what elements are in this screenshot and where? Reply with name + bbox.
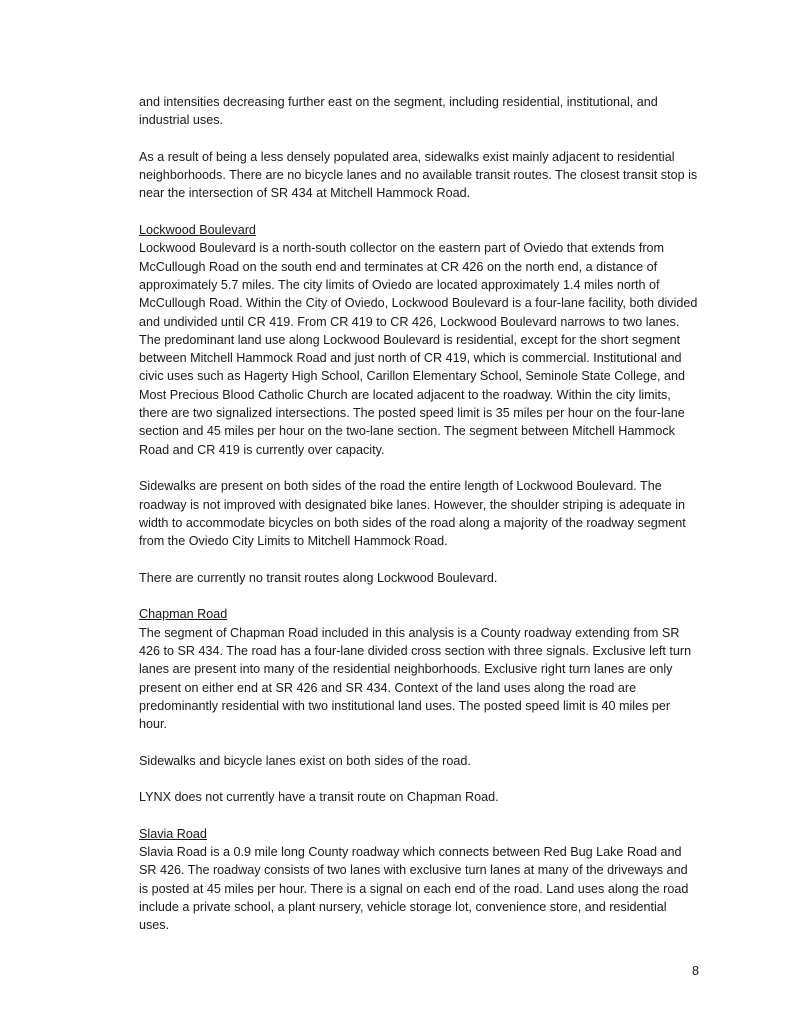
page-body (139, 93, 699, 953)
section-paragraph: Sidewalks and bicycle lanes exist on both sides of the road. (139, 753, 471, 768)
section-paragraph: LYNX does not currently have a transit route on Chapman Road. (139, 790, 499, 805)
section-paragraph: There are currently no transit routes along Lockwood Boulevard. (139, 570, 498, 585)
page-number: 8 (691, 964, 699, 978)
section-lockwood-boulevard (139, 221, 699, 459)
intro-paragraph: and intensities decreasing further east on the segment, including residential, institutional, and industrial uses. (139, 95, 658, 128)
section-paragraph: Lockwood Boulevard is a north-south collector on the eastern part of Oviedo that extends from McCullough Road on the south end and terminates at CR 426 on the north end, a distance of approximately 5.7 miles. The city limits of Oviedo are located approximately 1.4 miles north of McCullough Road. Within the City of Oviedo, Lockwood Boulevard is a four-lane facility, both divided and undivided until CR 419. From CR 419 to CR 426, Lockwood Boulevard narrows to two lanes. The predominant land use along Lockwood Boulevard is residential, except for the short segment between Mitchell Hammock Road and just north of CR 419, which is commercial. Institutional and civic uses such as Hagerty High School, Carillon Elementary School, Seminole State College, and Most Precious Blood Catholic Church are located adjacent to the roadway. Within the city limits, there are two signalized intersections. The posted speed limit is 35 miles per hour on the four-lane section and 45 miles per hour on the two-lane section. The segment between Mitchell Hammock Road and CR 419 is currently over capacity. (139, 241, 698, 457)
intro-paragraph: As a result of being a less densely populated area, sidewalks exist mainly adjacent to residential neighborhoods. There are no bicycle lanes and no available transit routes. The closest transit stop is near the intersection of SR 434 at Mitchell Hammock Road. (139, 149, 698, 201)
section-paragraph: The segment of Chapman Road included in this analysis is a County roadway extending from SR 426 to SR 434. The road has a four-lane divided cross section with three signals. Exclusive left turn lanes are present into many of the residential neighborhoods. Exclusive right turn lanes are only present on either end at SR 426 and SR 434. Context of the land uses along the road are predominantly residential with two institutional land uses. The posted speed limit is 40 miles per hour. (139, 625, 692, 732)
section-chapman-road (139, 605, 699, 733)
section-paragraph: Sidewalks are present on both sides of the road the entire length of Lockwood Boulevard. The roadway is not improved with designated bike lanes. However, the shoulder striping is adequate in width to accommodate bicycles on both sides of the road along a majority of the roadway segment from the Oviedo City Limits to Mitchell Hammock Road. (139, 479, 686, 549)
section-paragraph: Slavia Road is a 0.9 mile long County roadway which connects between Red Bug Lake Road and SR 426. The roadway consists of two lanes with exclusive turn lanes at many of the driveways and is posted at 45 miles per hour. There is a signal on each end of the road. Land uses along the road include a private school, a plant nursery, vehicle storage lot, convenience store, and residential uses. (139, 845, 689, 933)
section-slavia-road (139, 825, 699, 935)
section-heading: Chapman Road (139, 607, 228, 622)
section-heading: Slavia Road (139, 826, 207, 841)
section-heading: Lockwood Boulevard (139, 223, 256, 238)
